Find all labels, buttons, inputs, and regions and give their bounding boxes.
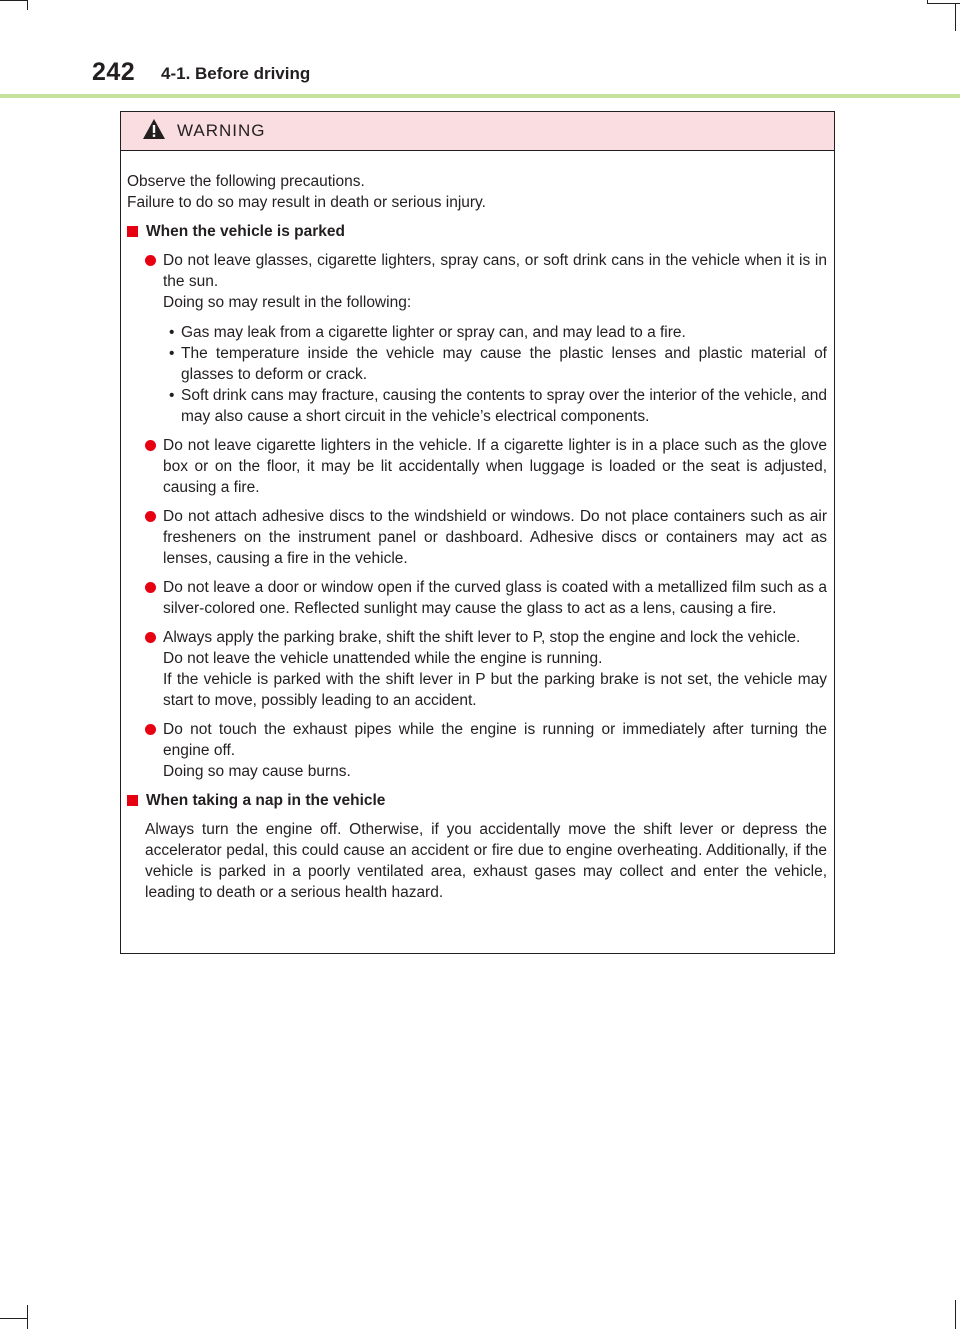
bullet-line: Doing so may result in the following: xyxy=(163,294,412,311)
bullet-line: Always apply the parking brake, shift the shift lever to P, stop the engine and lock the vehicle. xyxy=(163,629,801,646)
list-item xyxy=(127,719,827,782)
red-square-icon xyxy=(127,226,138,237)
sub-list-item: • The temperature inside the vehicle may cause the plastic lenses and plastic material of glasses to deform or crack. xyxy=(169,345,827,383)
section-title: 4-1. Before driving xyxy=(161,64,311,83)
sub-list xyxy=(127,322,827,427)
middot-icon: • xyxy=(169,324,175,341)
warning-triangle-icon xyxy=(142,118,166,140)
crop-mark xyxy=(27,1305,28,1329)
sub-list-item: • Soft drink cans may fracture, causing the contents to spray over the interior of the vehicle, and may also cause a short circuit in the vehicle’s electrical components. xyxy=(169,387,827,425)
page-number: 242 xyxy=(92,58,136,86)
bullet-line: Do not leave a door or window open if the curved glass is coated with a metallized film such as a silver-colored one. Reflected sunlight may cause the glass to act as a lens, causing a fire. xyxy=(163,579,827,617)
subheading-parked xyxy=(127,221,827,242)
red-bullet-icon xyxy=(145,255,156,266)
list-item xyxy=(127,577,827,619)
nap-paragraph: Always turn the engine off. Otherwise, if you accidentally move the shift lever or depress the accelerator pedal, this could cause an accident or fire due to engine overheating. Additionally, if the vehicle is parked in a poorly ventilated area, exhaust gases may collect and enter the vehicle, leading to death or a serious health hazard. xyxy=(145,821,827,901)
bullet-line: Do not touch the exhaust pipes while the engine is running or immediately after turning the engine off. xyxy=(163,721,827,759)
list-item xyxy=(127,435,827,498)
warning-box xyxy=(120,111,835,954)
middot-icon: • xyxy=(169,345,175,362)
red-bullet-icon xyxy=(145,724,156,735)
list-item xyxy=(127,627,827,711)
red-bullet-icon xyxy=(145,632,156,643)
bullet-line: If the vehicle is parked with the shift lever in P but the parking brake is not set, the vehicle may start to move, possibly leading to an accident. xyxy=(163,671,827,709)
red-square-icon xyxy=(127,795,138,806)
sub-list-item: • Gas may leak from a cigarette lighter or spray can, and may lead to a fire. xyxy=(169,324,686,341)
intro-line: Observe the following precautions. xyxy=(127,173,365,190)
red-bullet-icon xyxy=(145,511,156,522)
red-bullet-icon xyxy=(145,582,156,593)
warning-body xyxy=(121,151,834,903)
crop-mark xyxy=(0,1318,28,1319)
bullet-line: Do not leave the vehicle unattended while the engine is running. xyxy=(163,650,603,667)
red-bullet-icon xyxy=(145,440,156,451)
list-item xyxy=(127,250,827,427)
list-item xyxy=(127,506,827,569)
crop-mark xyxy=(955,1300,956,1329)
warning-header xyxy=(121,112,834,151)
bullet-line: Doing so may cause burns. xyxy=(163,763,351,780)
middot-icon: • xyxy=(169,387,175,404)
header-rule xyxy=(0,94,960,98)
subheading-nap xyxy=(127,790,827,811)
intro-line: Failure to do so may result in death or serious injury. xyxy=(127,194,486,211)
page-header xyxy=(0,0,960,100)
bullet-line: Do not leave cigarette lighters in the vehicle. If a cigarette lighter is in a place such as the glove box or on the floor, it may be lit accidentally when luggage is loaded or the seat is adjusted, causing a fire. xyxy=(163,437,827,496)
bullet-line: Do not leave glasses, cigarette lighters, spray cans, or soft drink cans in the vehicle when it is in the sun. xyxy=(163,252,827,290)
subheading-text: When taking a nap in the vehicle xyxy=(146,792,386,809)
bullet-line: Do not attach adhesive discs to the windshield or windows. Do not place containers such as air fresheners on the instrument panel or dashboard. Adhesive discs or containers may act as lenses, causing a fire in the vehicle. xyxy=(163,508,827,567)
warning-label: WARNING xyxy=(177,121,266,140)
subheading-text: When the vehicle is parked xyxy=(146,223,345,240)
